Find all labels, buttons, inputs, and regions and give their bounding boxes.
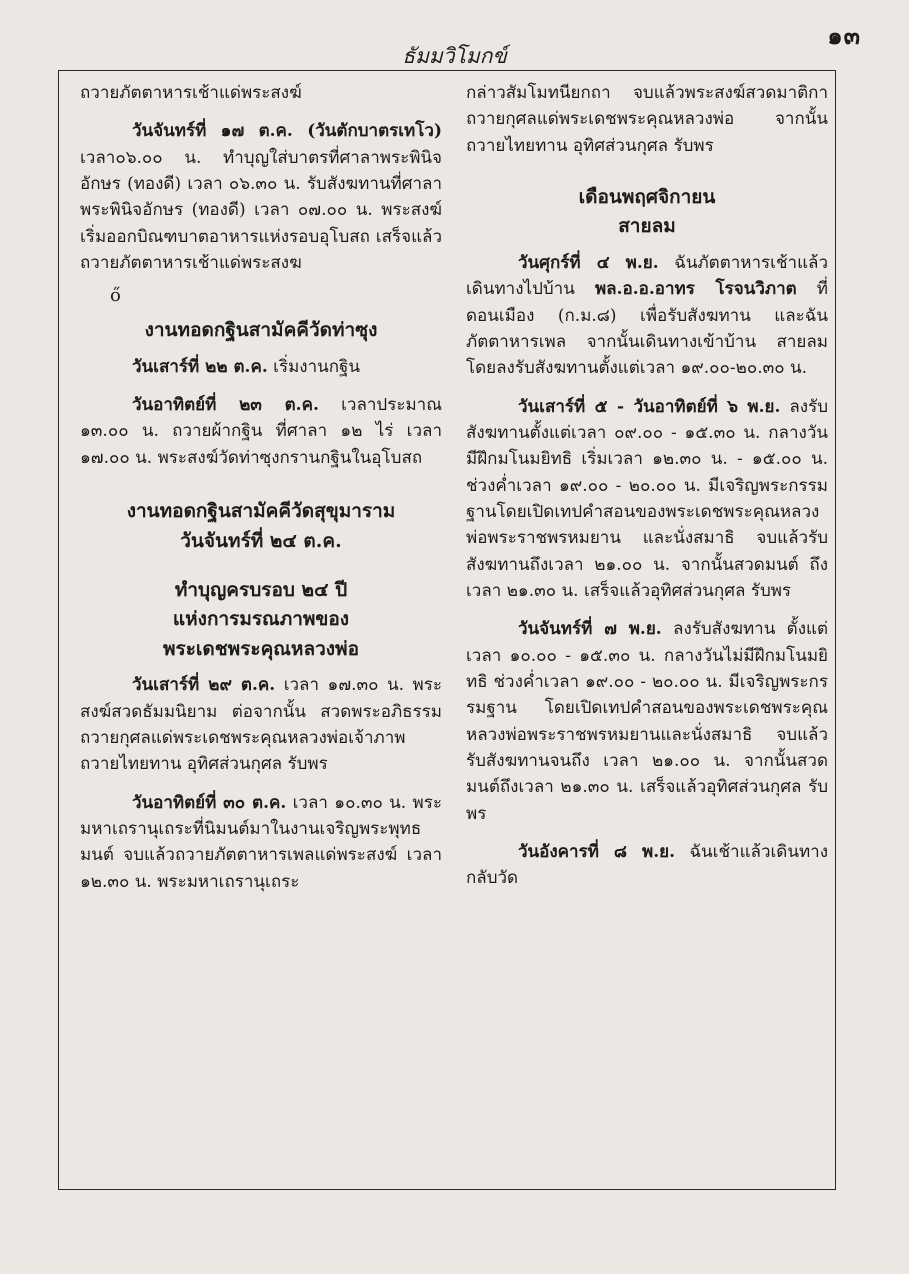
date-lead: วันอาทิตย์ที่ ๓๐ ต.ค. xyxy=(132,792,287,813)
person-name: พล.อ.อ.อาทร โรจนวิภาต xyxy=(594,279,797,300)
section-heading: เดือนพฤศจิกายน xyxy=(578,186,716,209)
date-lead: วันจันทร์ที่ ๗ พ.ย. xyxy=(518,619,662,640)
paragraph: ถวายภัตตาหารเช้าแด่พระสงฆ์ xyxy=(80,83,302,103)
paragraph xyxy=(466,616,828,827)
paragraph-body: ฉันเช้าแล้วเดินทางกลับวัด xyxy=(466,842,828,889)
section-heading: ทำบุญครบรอบ ๒๔ ปี xyxy=(174,578,348,601)
ornament-mark: ő xyxy=(110,285,121,307)
paragraph-body: เริ่มงานกฐิน xyxy=(273,356,361,377)
section-subheading: สายลม xyxy=(618,215,676,238)
paragraph xyxy=(466,250,828,382)
date-lead: วันเสาร์ที่ ๕ - วันอาทิตย์ที่ ๖ พ.ย. xyxy=(518,396,781,417)
paragraph-body: เวลา ๑๗.๓๐ น. พระสงฆ์สวดธัมมนิยาม ต่อจากนั้น สวดพระอภิธรรมถวายกุศลแด่พระเดชพระคุณหลวงพ่อเจ้าภาพถวายไทยทาน อุทิศส่วนกุศล รับพร xyxy=(80,675,442,775)
paragraph-body: เวลา ๑๐.๓๐ น. พระมหาเถรานุเถระที่นิมนต์มาในงานเจริญพระพุทธมนต์ จบแล้วถวายภัตตาหารเพลแด่พระสงฆ์ เวลา ๑๒.๓๐ น. พระมหาเถรานุเถระ xyxy=(80,792,442,892)
section-heading: งานทอดกฐินสามัคคีวัดท่าซุง xyxy=(144,319,378,342)
paragraph xyxy=(80,118,442,276)
date-lead: วันศุกร์ที่ ๔ พ.ย. xyxy=(518,252,659,273)
paragraph-body: เวลาประมาณ ๑๓.๐๐ น. ถวายผ้ากฐิน ที่ศาลา ๑๒ ไร่ เวลา ๑๗.๐๐ น. พระสงฆ์วัดท่าซุงกรานกฐินในอุโบสถ xyxy=(80,395,442,468)
running-header: ธัมมวิโมกข์ xyxy=(402,44,507,68)
right-column xyxy=(466,80,828,1190)
page-number: ๑๓ xyxy=(827,21,861,50)
paragraph xyxy=(80,354,442,380)
paragraph xyxy=(80,790,442,895)
section-heading: พระเดชพระคุณหลวงพ่อ xyxy=(163,637,359,660)
date-lead: วันอังคารที่ ๘ พ.ย. xyxy=(518,842,675,863)
date-lead: วันเสาร์ที่ ๒๒ ต.ค. xyxy=(132,356,268,377)
paragraph xyxy=(80,392,442,471)
date-lead: วันจันทร์ที่ ๑๗ ต.ค. (วันตักบาตรเทโว) xyxy=(132,121,442,142)
paragraph-body: ลงรับสังฆทานตั้งแต่เวลา ๐๙.๐๐ - ๑๕.๓๐ น. กลางวัน มีฝึกมโนมยิทธิ เริ่มเวลา ๑๒.๓๐ น. - ๑๕.๐๐ น. ช่วงค่ำเวลา ๑๙.๐๐ - ๒๐.๐๐ น. มีเจริญพระกรรมฐานโดยเปิดเทปคำสอนของพระเดชพระคุณหลวงพ่อพระราชพรหมยาน และนั่งสมาธิ จบแล้วรับสังฆทานถึงเวลา ๒๑.๐๐ น. จากนั้นสวดมนต์ ถึงเวลา ๒๑.๓๐ น. เสร็จแล้วอุทิศส่วนกุศล รับพร xyxy=(466,396,828,602)
section-subheading: วันจันทร์ที่ ๒๔ ต.ค. xyxy=(180,529,342,552)
date-lead: วันเสาร์ที่ ๒๙ ต.ค. xyxy=(132,675,276,696)
section-heading: งานทอดกฐินสามัคคีวัดสุขุมาราม xyxy=(126,500,396,523)
date-lead: วันอาทิตย์ที่ ๒๓ ต.ค. xyxy=(132,395,319,416)
section-heading: แห่งการมรณภาพของ xyxy=(172,608,350,631)
left-column xyxy=(80,80,442,1190)
paragraph-body: เวลา๐๖.๐๐ น. ทำบุญใส่บาตรที่ศาลาพระพินิจอักษร (ทองดี) เวลา ๐๖.๓๐ น. รับสังฆทานที่ศาลาพระพินิจอักษร (ทองดี) เวลา ๐๗.๐๐ น. พระสงฆ์ เริ่มออกบิณฑบาตอาหารแห่งรอบอุโบสถ เสร็จแล้วถวายภัตตาหารเช้าแด่พระสงฆ xyxy=(80,147,442,274)
paragraph-body: ลงรับสังฆทาน ตั้งแต่เวลา ๑๐.๐๐ - ๑๕.๓๐ น. กลางวันไม่มีฝึกมโนมยิทธิ ช่วงค่ำเวลา ๑๙.๐๐ - ๒๐.๐๐ น. มีเจริญพระกรรมฐาน โดยเปิดเทปคำสอนของพระเดชพระคุณหลวงพ่อพระราชพรหมยานและนั่งสมาธิ จบแล้วรับสังฆทานจนถึง เวลา ๒๑.๐๐ น. จากนั้นสวดมนต์ถึงเวลา ๒๑.๓๐ น. เสร็จแล้วอุทิศส่วนกุศล รับพร xyxy=(466,619,828,824)
paragraph xyxy=(466,839,828,892)
paragraph xyxy=(80,672,442,777)
paragraph xyxy=(466,394,828,605)
paragraph-body: ที่ดอนเมือง (ก.ม.๘) เพื่อรับสังฆทาน และฉันภัตตาหารเพล จากนั้นเดินทางเข้าบ้าน สายลม โดยลงรับสังฆทานตั้งแต่เวลา ๑๙.๐๐-๒๐.๓๐ น. xyxy=(466,279,828,379)
paragraph: กล่าวสัมโมทนียกถา จบแล้วพระสงฆ์สวดมาติกาถวายกุศลแด่พระเดชพระคุณหลวงพ่อ จากนั้นถวายไทยทาน อุทิศส่วนกุศล รับพร xyxy=(466,83,828,156)
paragraph-body: ฉันภัตตาหารเช้าแล้ว เดินทางไปบ้าน xyxy=(466,252,828,300)
